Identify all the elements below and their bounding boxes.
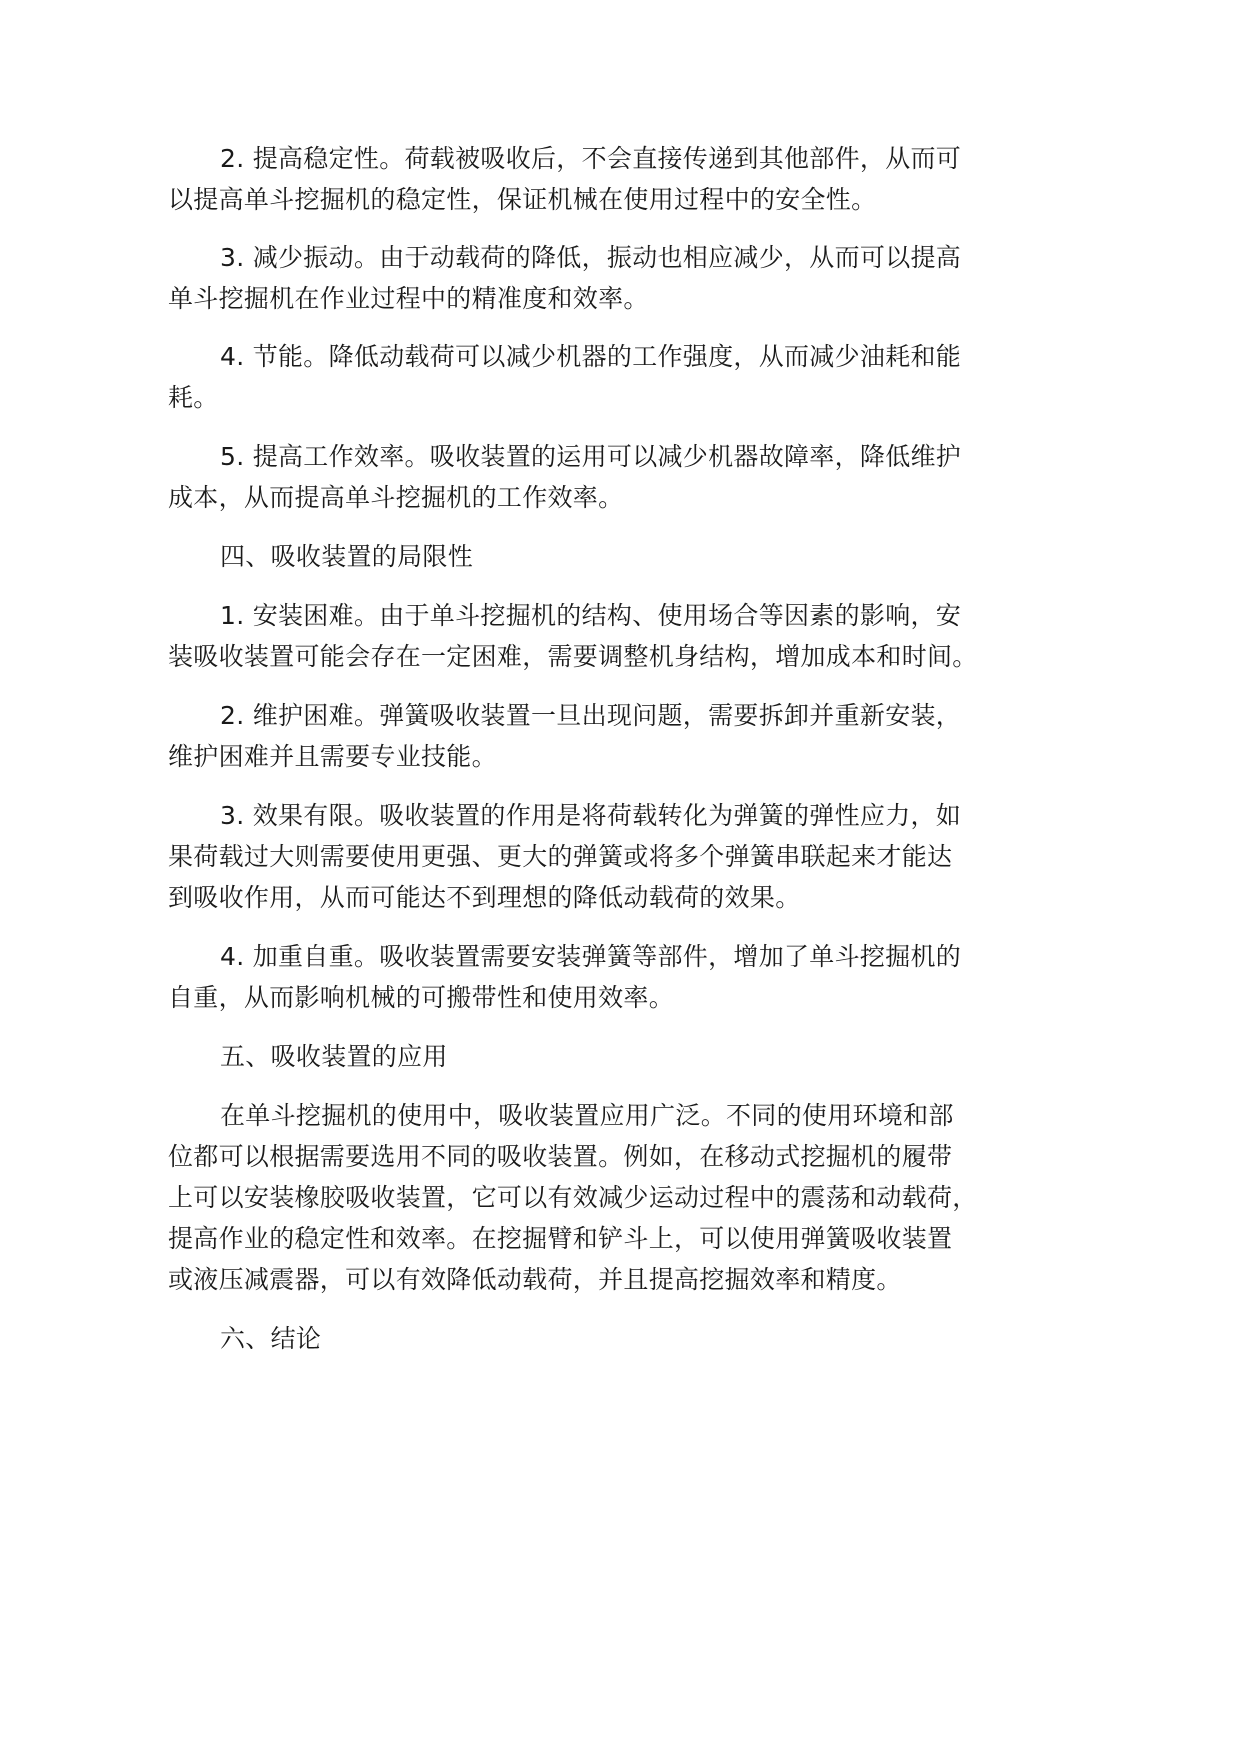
text-line: 或液压减震器，可以有效降低动载荷，并且提高挖掘效率和精度。 [168,1265,902,1294]
text-line: 4. 节能。降低动载荷可以减少机器的工作强度，从而减少油耗和能 [220,342,962,371]
text-line: 装吸收装置可能会存在一定困难，需要调整机身结构，增加成本和时间。 [168,642,978,671]
text-line: 位都可以根据需要选用不同的吸收装置。例如，在移动式挖掘机的履带 [168,1142,953,1171]
text-line: 提高作业的稳定性和效率。在挖掘臂和铲斗上，可以使用弹簧吸收装置 [168,1224,953,1253]
text-line: 单斗挖掘机在作业过程中的精准度和效率。 [168,284,649,313]
text-line: 5. 提高工作效率。吸收装置的运用可以减少机器故障率，降低维护 [220,442,962,471]
text-line: 自重，从而影响机械的可搬带性和使用效率。 [168,983,675,1012]
text-line: 上可以安装橡胶吸收装置，它可以有效减少运动过程中的震荡和动载荷， [168,1183,978,1212]
text-line: 到吸收作用，从而可能达不到理想的降低动载荷的效果。 [168,883,801,912]
text-line: 1. 安装困难。由于单斗挖掘机的结构、使用场合等因素的影响，安 [220,601,962,630]
text-line: 成本，从而提高单斗挖掘机的工作效率。 [168,483,624,512]
text-line: 在单斗挖掘机的使用中，吸收装置应用广泛。不同的使用环境和部 [220,1101,954,1130]
text-line: 4. 加重自重。吸收装置需要安装弹簧等部件，增加了单斗挖掘机的 [220,942,962,971]
text-line: 3. 减少振动。由于动载荷的降低，振动也相应减少，从而可以提高 [220,243,962,272]
text-line: 以提高单斗挖掘机的稳定性，保证机械在使用过程中的安全性。 [168,185,877,214]
text-line: 果荷载过大则需要使用更强、更大的弹簧或将多个弹簧串联起来才能达 [168,842,953,871]
section-heading: 六、结论 [220,1324,322,1353]
section-heading: 五、吸收装置的应用 [220,1042,448,1071]
section-heading: 四、吸收装置的局限性 [220,542,474,571]
text-line: 3. 效果有限。吸收装置的作用是将荷载转化为弹簧的弹性应力，如 [220,801,962,830]
text-line: 2. 提高稳定性。荷载被吸收后，不会直接传递到其他部件，从而可 [220,144,962,173]
text-line: 维护困难并且需要专业技能。 [168,742,497,771]
text-line: 耗。 [168,383,219,412]
text-line: 2. 维护困难。弹簧吸收装置一旦出现问题，需要拆卸并重新安装， [220,701,962,730]
